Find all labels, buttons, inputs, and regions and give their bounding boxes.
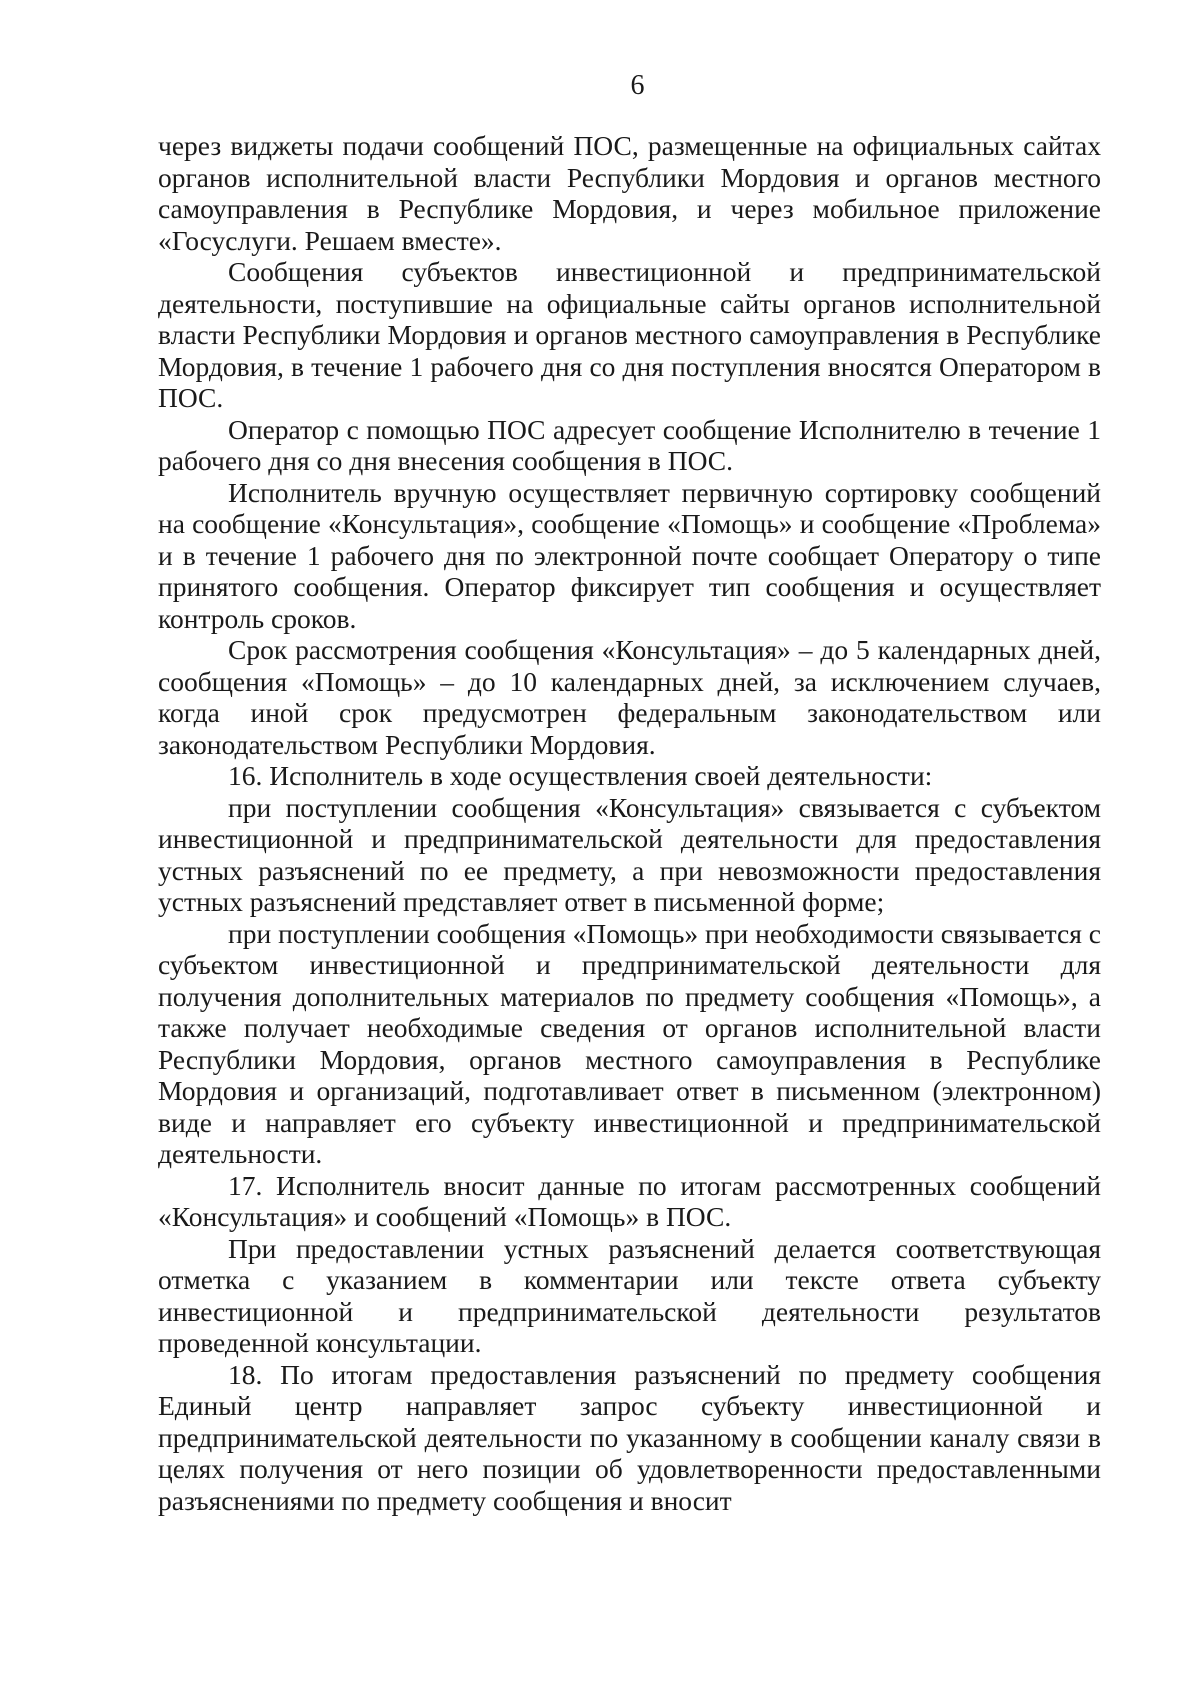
paragraph-16-help: при поступлении сообщения «Помощь» при необходимости связывается с субъектом инвестиционной и предпринимательской деятельности для получения дополнительных материалов по предмету сообщения «Помощь», а также получает необходимые сведения от органов исполнительной власти Республики Мордовия, органов местного самоуправления в Республике Мордовия и организаций, подготавливает ответ в письменном (электронном) виде и направляет его субъекту инвестиционной и предпринимательской деятельности. (158, 917, 1101, 1169)
paragraph-16-consultation: при поступлении сообщения «Консультация» связывается с субъектом инвестиционной и предпринимательской деятельности для предоставления устных разъяснений по ее предмету, а при невозможности предоставления устных разъяснений представляет ответ в письменной форме; (158, 791, 1101, 917)
page-number: 6 (630, 70, 645, 101)
paragraph-2: Сообщения субъектов инвестиционной и предпринимательской деятельности, поступившие на официальные сайты органов исполнительной власти Республики Мордовия и органов местного самоуправления в Республике Мордовия, в течение 1 рабочего дня со дня поступления вносятся Оператором в ПОС. (158, 256, 1101, 413)
paragraph-16-heading: 16. Исполнитель в ходе осуществления своей деятельности: (228, 760, 933, 791)
paragraph-18: 18. По итогам предоставления разъяснений по предмету сообщения Единый центр направляет запрос субъекту инвестиционной и предпринимательской деятельности по указанному в сообщении каналу связи в целях получения от него позиции об удовлетворенности предоставленными разъяснениями по предмету сообщения и вносит (158, 1358, 1101, 1516)
paragraph-17: 17. Исполнитель вносит данные по итогам рассмотренных сообщений «Консультация» и сообщений «Помощь» в ПОС. (158, 1169, 1101, 1232)
paragraph-3: Оператор с помощью ПОС адресует сообщение Исполнителю в течение 1 рабочего дня со дня внесения сообщения в ПОС. (158, 413, 1101, 476)
paragraph-1: через виджеты подачи сообщений ПОС, размещенные на официальных сайтах органов исполнительной власти Республики Мордовия и органов местного самоуправления в Республике Мордовия, и через мобильное приложение «Госуслуги. Решаем вместе». (158, 130, 1101, 256)
document-body (158, 130, 1101, 1516)
paragraph-5: Срок рассмотрения сообщения «Консультация» – до 5 календарных дней, сообщения «Помощь» – до 10 календарных дней, за исключением случаев, когда иной срок предусмотрен федеральным законодательством или законодательством Республики Мордовия. (158, 634, 1101, 760)
paragraph-17-note: При предоставлении устных разъяснений делается соответствующая отметка с указанием в комментарии или тексте ответа субъекту инвестиционной и предпринимательской деятельности результатов проведенной консультации. (158, 1232, 1101, 1358)
paragraph-4: Исполнитель вручную осуществляет первичную сортировку сообщений на сообщение «Консультация», сообщение «Помощь» и сообщение «Проблема» и в течение 1 рабочего дня по электронной почте сообщает Оператору о типе принятого сообщения. Оператор фиксирует тип сообщения и осуществляет контроль сроков. (158, 476, 1101, 634)
